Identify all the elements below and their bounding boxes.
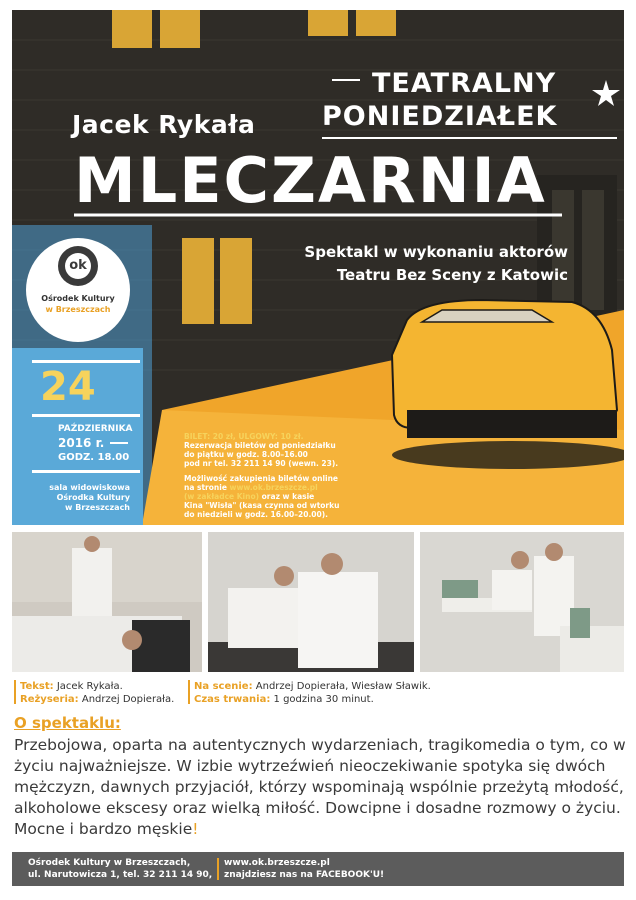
event-hour: GODZ. 18.00 <box>58 452 130 463</box>
about-text: Przebojowa, oparta na autentycznych wydarzeniach, tragikomedia o tym, co w życiu najważniejsze. W izbie wytrzeźwień nieoczekiwanie spotyka się dwóch mężczyzn, dawnych przyjaciół, którzy wspominają wspólnie przeżytą młodość, alkoholowe ekscesy oraz wielką miłość. Dowcipne i dosadne rozmowy o życiu. Mocne i bardzo męskie! <box>14 736 626 838</box>
credits-bar <box>188 680 190 704</box>
event-year: 2016 r. <box>58 436 105 450</box>
footer-address: Ośrodek Kultury w Brzeszczach, ul. Narutowicza 1, tel. 32 211 14 90, <box>28 858 213 880</box>
logo-text-line2: w Brzeszczach <box>45 305 111 314</box>
ticket-price: BILET: 20 zł, ULGOWY: 10 zł. <box>184 432 304 441</box>
scene-photo-3 <box>420 532 624 672</box>
event-day: 24 <box>40 364 96 410</box>
credits-bar <box>14 680 16 704</box>
series-title-line1: TEATRALNY <box>372 68 557 99</box>
ok-logo-mark: ok <box>65 253 91 279</box>
play-title: MLECZARNIA <box>74 144 547 217</box>
series-title-line2: PONIEDZIAŁEK <box>322 101 558 132</box>
logo-text-line1: Ośrodek Kultury <box>41 294 115 303</box>
divider <box>32 414 140 417</box>
event-month: PAŹDZIERNIKA <box>58 424 133 434</box>
author-name: Jacek Rykała <box>72 110 256 139</box>
footer-website-link[interactable]: www.ok.brzeszcze.pl <box>224 858 330 868</box>
divider <box>32 470 140 473</box>
website-link[interactable]: www.ok.brzeszcze.pl <box>229 483 318 492</box>
online-ticket-info: Możliwość zakupienia biletów online na stronie www.ok.brzeszcze.pl (w zakładce Kino) oraz w kasie Kina "Wisła" (kasa czynna od wtorku do niedzieli w godz. 16.00–20.00). <box>184 474 340 519</box>
subtitle-line2: Teatru Bez Sceny z Katowic <box>336 266 568 284</box>
ticket-info: BILET: 20 zł, ULGOWY: 10 zł. Rezerwacja biletów od poniedziałku do piątku w godz. 8.00–16.00 pod nr tel. 32 211 14 90 (wewn. 23). <box>184 432 339 468</box>
subtitle-line1: Spektakl w wykonaniu aktorów <box>304 243 568 261</box>
about-heading: O spektaklu: <box>14 714 121 732</box>
footer <box>12 852 624 886</box>
event-venue: sala widowiskowa Ośrodka Kultury w Brzeszczach <box>49 483 130 512</box>
credits-right: Na scenie: Andrzej Dopierała, Wiesław Sławik. Czas trwania: 1 godzina 30 minut. <box>194 681 431 705</box>
ok-logo-icon <box>58 246 98 286</box>
scene-photo-1 <box>12 532 202 672</box>
ok-logo <box>26 238 130 342</box>
divider <box>110 442 128 444</box>
footer-divider <box>217 858 219 880</box>
divider <box>32 360 140 363</box>
footer-web: www.ok.brzeszcze.pl znajdziesz nas na FACEBOOK'U! <box>224 858 385 880</box>
credits-left: Tekst: Jacek Rykała. Reżyseria: Andrzej Dopierała. <box>20 681 175 705</box>
scene-photo-2 <box>208 532 414 672</box>
